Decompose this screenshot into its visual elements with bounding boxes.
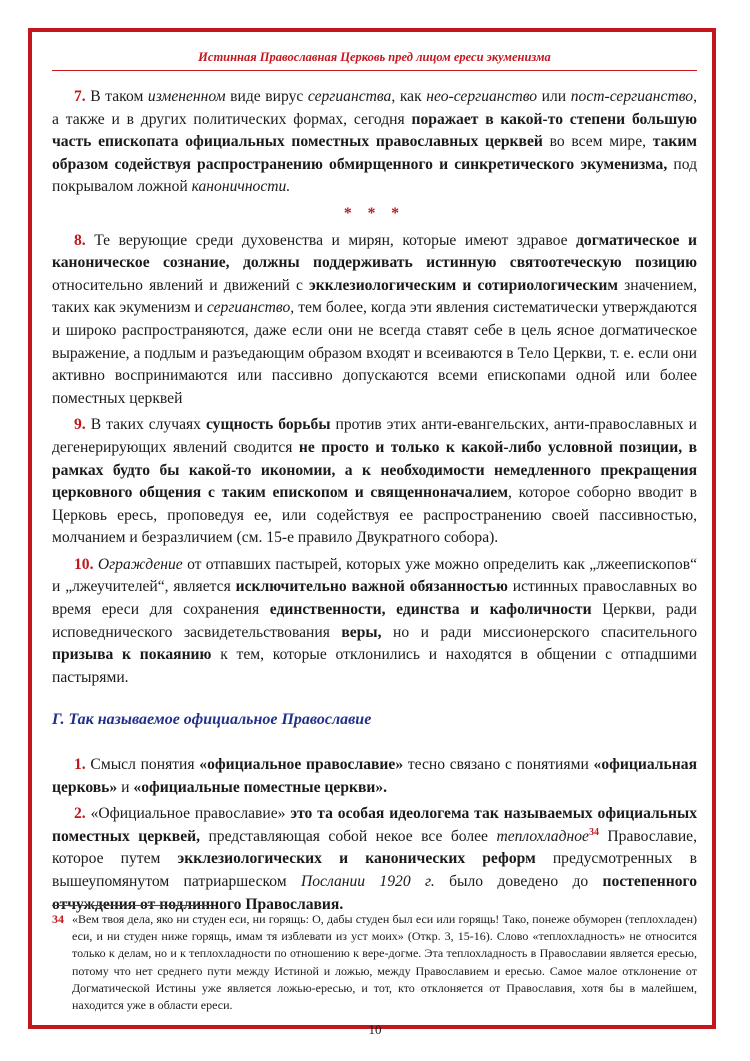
paragraph-number: 7. — [74, 88, 86, 105]
paragraph-2: 2. «Официальное православие» это та особая идеологема так называемых официальных поместных церквей, представляющая собой некое все более теплохладное$^{34}$ Православие, которое путем экклезиологических и канонических реформ предусмотренных в вышеупомянутом патриаршеском Послании 1920 г. было доведено до постепенного отчуждения от подлинного Православия. — [52, 805, 697, 913]
paragraph-number: 10. — [74, 555, 94, 573]
footnote-number: 34 — [52, 912, 64, 926]
header-rule — [52, 70, 697, 71]
paragraph-8: 8. Те верующие среди духовенства и мирян, которые имеют здравое догматическое и каноническое сознание, должны поддерживать истинную святоотеческую позицию относительно явлений и движений с экклезиологическим и сотириологическим значением, таких как экуменизм и сергианство, тем более, когда эти явления систематически утверждаются и широко распространяются, даже если они не всегда ставят себе в цель ясное догматическое выражение, а подлым и разъедающим образом входят и всеиваются в Тело Церкви, т. е. если они активно воспринимаются или пассивно допускаются всеми епископами одной или более поместных церквей — [52, 231, 698, 407]
paragraph-1: 1. Смысл понятия «официальное православие» тесно связано с понятиями «официальная церковь» и «официальные поместные церкви». — [52, 756, 697, 796]
running-header: Истинная Православная Церковь пред лицом ереси экуменизма — [198, 50, 551, 64]
page-number: 10 — [368, 1022, 382, 1037]
paragraph-number: 8. — [74, 231, 86, 249]
footnote-text: «Вем твоя дела, яко ни студен еси, ни горящь: О, дабы студен был еси или горящь! Тако, понеже обуморен (теплохладен) еси, и ни студен ниже горящь, имам тя изблевати из уст моих» (Откр. 3, 15-16). Слово «теплохладность» не относится только к делам, но и к теплохладности по отношению к вере-догме. Эта теплохладность в Православии является ересью, потому что нет среднего пути между Истиной и ложью, между Православием и ересью. Самое малое отклонение от Догматической Истины уже является ложью-ересью, и тот, кто отклоняется от Православия, хотя бы в малейшем, находится уже в области ереси. — [72, 912, 697, 1013]
footnote — [52, 911, 697, 1014]
paragraph-number: 2. — [74, 805, 86, 823]
paragraph-7: 7. В таком измененном виде вирус сергианства, как нео-сергианство или пост-сергианство, а также и в других политических формах, сегодня поражает в какой-то степени большую часть епископата официальных поместных православных церквей во всем мире, таким образом содействуя распространению обмирщенного и синкретического экуменизма, под покрывалом ложной каноничности. — [52, 88, 698, 196]
paragraph-9: 9. В таких случаях сущность борьбы против этих анти-евангельских, анти-православных и дегенерирующих явлений сводится не просто и только к какой-либо условной позиции, в рамках будто бы какой-то икономии, а к необходимости немедленного прекращения церковного общения с таким епископом и священноначалием, которое соборно вводит в Церковь ересь, проповедуя ее, или содействуя ее распространению своей пассивностью, молчанием и безразличием (см. 15-е правило Двукратного собора). — [52, 416, 697, 547]
paragraph-number: 1. — [74, 756, 86, 774]
paragraph-10: 10. Ограждение от отпавших пастырей, которых уже можно определить как „лжеепископов“ и „лжеучителей“, является исключительно важной обязанностью истинных православных во время ереси для сохранения единственности, единства и кафоличности Церкви, ради исповеднического засвидетельствования веры, но и ради миссионерского спасительного призыва к покаянию к тем, которые отклонились и находятся в общении с отпадшими пастырями. — [52, 555, 698, 686]
section-separator: * * * — [343, 204, 406, 222]
body-text — [52, 86, 697, 920]
footnote-reference[interactable]: 34 — [588, 826, 599, 838]
paragraph-number: 9. — [74, 416, 86, 434]
footnote-rule — [52, 905, 212, 906]
section-heading: Г. Так называемое официальное Православие — [52, 711, 372, 729]
